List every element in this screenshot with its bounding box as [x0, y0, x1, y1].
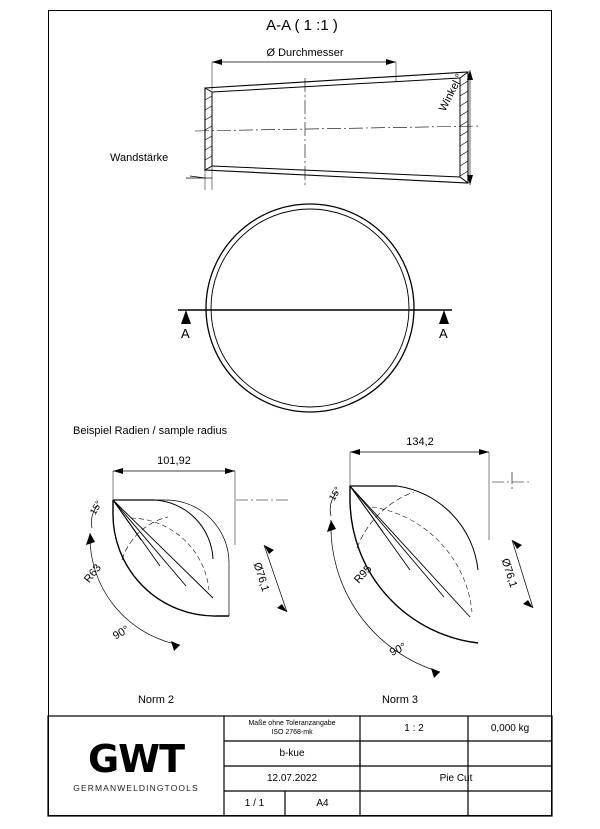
diameter-label: Ø Durchmesser: [266, 47, 344, 59]
norm2-name: Norm 2: [137, 694, 175, 706]
angle-label: Winkel °: [437, 71, 467, 114]
logo-subtitle: GERMANWELDINGTOOLS: [73, 782, 199, 793]
norm2-radius: R63: [82, 562, 104, 586]
sheet-value: 1 / 1: [244, 798, 265, 809]
section-title: A-A ( 1 :1 ): [266, 17, 338, 34]
weight-value: 0,000 kg: [490, 723, 530, 734]
wall-thickness-label: Wandstärke: [110, 152, 169, 164]
norm3-radius: R95: [352, 562, 375, 587]
section-mark-left: A: [181, 326, 190, 341]
norm2-width-dim: 101,92: [157, 455, 191, 467]
company-logo: [48, 716, 224, 816]
title-block: [48, 716, 552, 816]
part-name-value: Pie Cut: [439, 773, 473, 784]
norm3-diameter: Ø76,1: [498, 557, 520, 590]
radius-note: Beispiel Radien / sample radius: [73, 425, 228, 437]
norm2-total-angle: 90°: [111, 623, 132, 643]
norm3-total-angle: 90°: [388, 640, 409, 659]
tolerance-note: [224, 716, 360, 741]
section-mark-right: A: [439, 326, 448, 341]
norm3-name: Norm 3: [381, 694, 419, 706]
norm2-segment-angle: 15°: [88, 499, 105, 517]
date-value: 12.07.2022: [266, 773, 318, 784]
scale-value: 1 : 2: [404, 723, 424, 734]
format-value: A4: [316, 798, 329, 809]
norm3-width-dim: 134,2: [406, 436, 434, 448]
material-value: b-kue: [279, 748, 305, 759]
norm2-diameter: Ø76,1: [250, 561, 272, 594]
norm3-segment-angle: 15°: [327, 485, 344, 503]
logo-text: GWT: [87, 736, 185, 781]
tolerance-line-1: Maße ohne Toleranzangabe: [248, 719, 336, 727]
tolerance-line-2: ISO 2768-mk: [271, 728, 313, 736]
